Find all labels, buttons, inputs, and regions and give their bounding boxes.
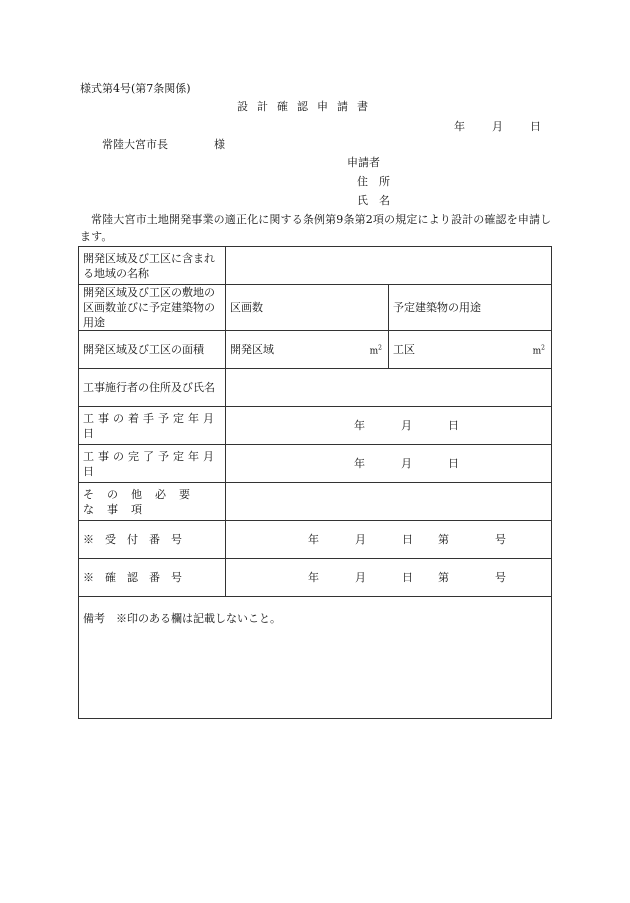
day-label: 日 <box>448 419 459 432</box>
area-size-label: 開発区域及び工区の面積 <box>79 331 226 369</box>
document-title: 設計確認申請書 <box>237 100 377 113</box>
table-row <box>79 331 552 369</box>
number-suffix: 号 <box>495 533 506 546</box>
day-label: 日 <box>402 571 413 584</box>
table-row <box>79 521 552 559</box>
table-row <box>79 559 552 597</box>
confirmation-number-field[interactable] <box>226 559 552 597</box>
confirmation-number-label: ※ 確 認 番 号 <box>79 559 226 597</box>
date-month-label: 月 <box>492 120 503 133</box>
square-meter-unit: $m^2$ <box>369 344 382 356</box>
year-label: 年 <box>354 419 365 432</box>
month-label: 月 <box>355 571 366 584</box>
application-statement: 常陸大宮市土地開発事業の適正化に関する条例第9条第2項の規定により設計の確認を申請します。 <box>80 213 552 243</box>
area-name-field[interactable] <box>226 247 552 285</box>
area-name-label: 開発区域及び工区に含まれる地域の名称 <box>79 247 226 285</box>
number-prefix: 第 <box>438 533 449 546</box>
honorific: 様 <box>214 138 225 151</box>
applicant-label: 申請者 <box>347 156 380 169</box>
contractor-field[interactable] <box>226 369 552 407</box>
number-prefix: 第 <box>438 571 449 584</box>
date-year-label: 年 <box>454 120 465 133</box>
work-zone-size-field[interactable] <box>389 331 552 369</box>
completion-date-label: 工事の完了予定年月日 <box>79 445 226 483</box>
lot-count-field[interactable] <box>226 285 389 331</box>
completion-date-field[interactable] <box>226 445 552 483</box>
table-row <box>79 247 552 285</box>
table-row <box>79 445 552 483</box>
table-row <box>79 407 552 445</box>
receipt-number-field[interactable] <box>226 521 552 559</box>
application-date <box>454 120 541 133</box>
other-matters-field[interactable] <box>226 483 552 521</box>
square-meter-unit: $m^2$ <box>532 344 545 356</box>
planned-building-use-field[interactable] <box>389 285 552 331</box>
table-row <box>79 285 552 331</box>
addressee <box>102 138 225 151</box>
year-label: 年 <box>308 533 319 546</box>
lot-count-label: 区画数 <box>230 301 263 314</box>
development-area-size-field[interactable] <box>226 331 389 369</box>
table-row <box>79 369 552 407</box>
date-day-label: 日 <box>530 120 541 133</box>
application-form-table <box>78 246 552 719</box>
addressee-name: 常陸大宮市長 <box>102 138 168 151</box>
contractor-label: 工事施行者の住所及び氏名 <box>79 369 226 407</box>
form-number-label: 様式第4号(第7条関係) <box>80 82 191 95</box>
month-label: 月 <box>401 457 412 470</box>
address-label: 住 所 <box>357 175 390 188</box>
receipt-number-label: ※ 受 付 番 号 <box>79 521 226 559</box>
day-label: 日 <box>402 533 413 546</box>
year-label: 年 <box>354 457 365 470</box>
remarks-cell <box>79 597 552 719</box>
planned-building-use-label: 予定建築物の用途 <box>393 301 481 314</box>
work-zone-label: 工区 <box>393 343 415 356</box>
start-date-label: 工事の着手予定年月日 <box>79 407 226 445</box>
month-label: 月 <box>401 419 412 432</box>
remarks-text: 備考 ※印のある欄は記載しないこと。 <box>83 612 281 625</box>
development-area-label: 開発区域 <box>230 343 274 356</box>
day-label: 日 <box>448 457 459 470</box>
month-label: 月 <box>355 533 366 546</box>
start-date-field[interactable] <box>226 407 552 445</box>
number-suffix: 号 <box>495 571 506 584</box>
name-label: 氏 名 <box>357 194 390 207</box>
table-row <box>79 597 552 719</box>
lot-count-use-label: 開発区域及び工区の敷地の区画数並びに予定建築物の用途 <box>79 285 226 331</box>
table-row <box>79 483 552 521</box>
other-matters-label: その他必要な事項 <box>79 483 226 521</box>
year-label: 年 <box>308 571 319 584</box>
